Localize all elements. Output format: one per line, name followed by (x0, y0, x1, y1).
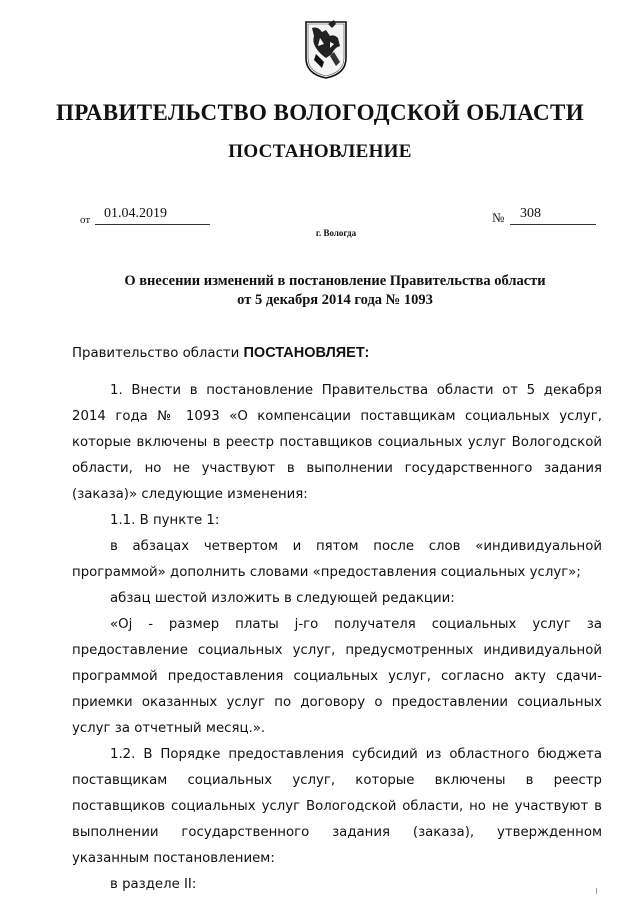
paragraph-1-2: 1.2. В Порядке предоставления субсидий из областного бюджета поставщикам социальных услуг, которые включены в реестр поставщиков социальных услуг Вологодской области, но не участвуют в выполнении государственного задания (заказа), утвержденном указанным постановлением: (72, 747, 602, 866)
coat-of-arms-emblem (304, 18, 348, 80)
document-title (70, 272, 600, 310)
organization-name: ПРАВИТЕЛЬСТВО ВОЛОГОДСКОЙ ОБЛАСТИ (55, 100, 585, 125)
paragraph-1: 1. Внести в постановление Правительства области от 5 декабря 2014 года № 1093 «О компенсации поставщикам социальных услуг, которые включены в реестр поставщиков социальных услуг Вологодской области, но не участвуют в выполнении государственного задания (заказа)» следующие изменения: (72, 383, 602, 502)
paragraph-1-1: 1.1. В пункте 1: (110, 513, 220, 528)
preamble-lead: Правительство области (72, 346, 240, 361)
document-type: ПОСТАНОВЛЕНИЕ (228, 141, 412, 162)
preamble-decree: ПОСТАНОВЛЯЕТ: (243, 345, 370, 361)
paragraph-1-1-b: абзац шестой изложить в следующей редакции: (110, 591, 455, 606)
number-label: № (492, 210, 505, 225)
paragraph-1-1-quote: «Оj - размер платы j-го получателя социальных услуг за предоставление социальных услуг, предусмотренных индивидуальной программой предоставления социальных услуг, согласно акту сдачи-приемки оказанных услуг по договору о предоставлении социальных услуг за отчетный месяц.». (72, 617, 602, 736)
paragraph-1-1-a: в абзацах четвертом и пятом после слов «индивидуальной программой» дополнить словами «предоставления социальных услуг»; (72, 539, 602, 580)
document-body (72, 378, 602, 898)
document-number: 308 (520, 206, 541, 221)
city-name: г. Вологда (315, 228, 357, 238)
document-date: 01.04.2019 (104, 206, 167, 221)
date-label: от (80, 214, 91, 226)
paragraph-section-ii: в разделе II: (110, 877, 197, 892)
scan-mark (596, 888, 597, 894)
preamble (72, 340, 602, 367)
title-line-2: от 5 декабря 2014 года № 1093 (237, 292, 433, 308)
title-line-1: О внесении изменений в постановление Правительства области (124, 273, 546, 289)
